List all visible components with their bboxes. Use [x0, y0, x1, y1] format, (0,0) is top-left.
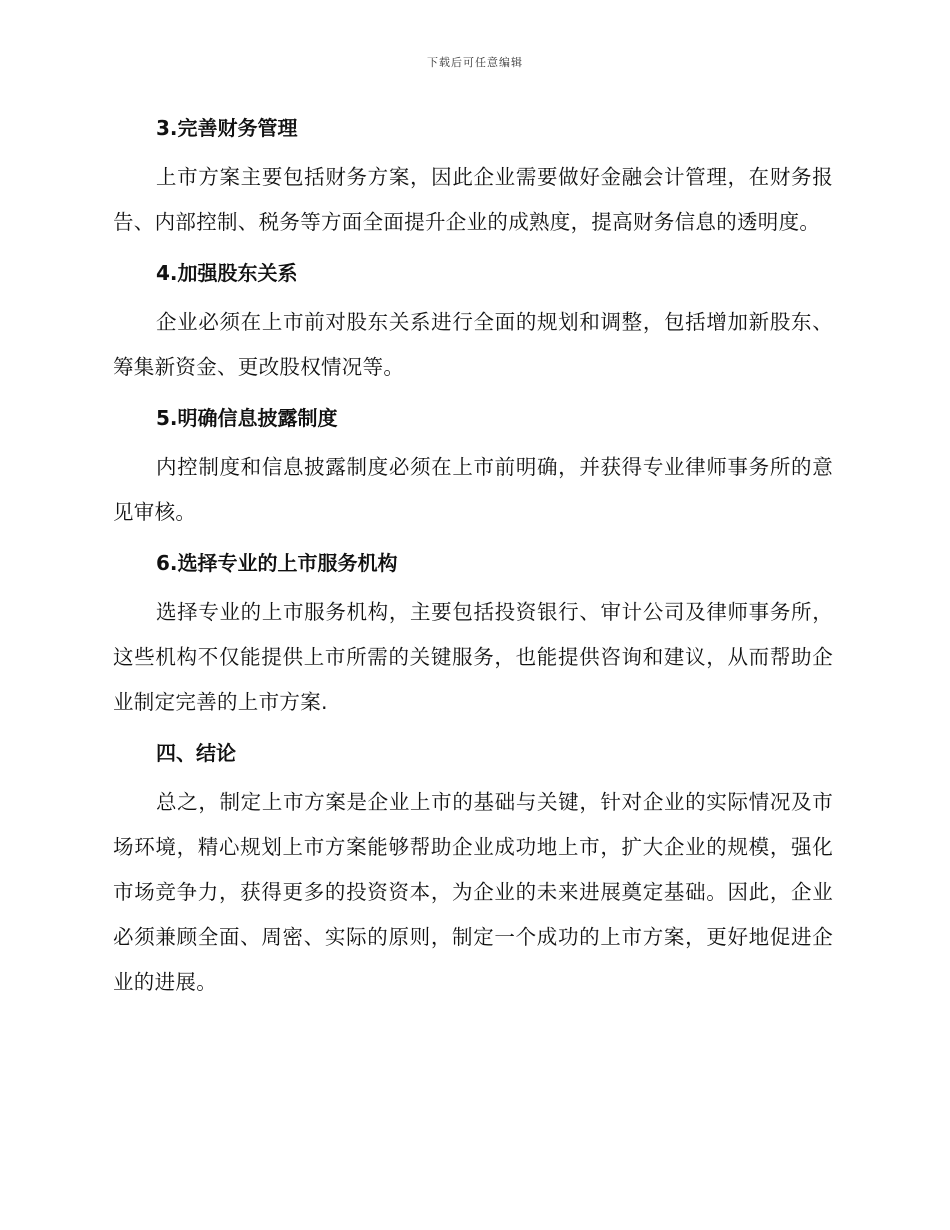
section-disclosure-system: [113, 398, 833, 535]
section-shareholder-relations: [113, 253, 833, 390]
section-heading: 5.明确信息披露制度: [156, 406, 338, 430]
page-header-note: 下载后可任意编辑: [427, 56, 523, 69]
section-paragraph: 上市方案主要包括财务方案，因此企业需要做好金融会计管理，在财务报告、内部控制、税务等方面全面提升企业的成熟度，提高财务信息的透明度。: [113, 165, 833, 234]
section-paragraph: 内控制度和信息披露制度必须在上市前明确，并获得专业律师事务所的意见审核。: [113, 455, 833, 524]
section-service-institutions: [113, 543, 833, 725]
section-heading: 3.完善财务管理: [156, 116, 298, 140]
section-paragraph: 企业必须在上市前对股东关系进行全面的规划和调整，包括增加新股东、筹集新资金、更改股权情况等。: [113, 310, 833, 379]
section-conclusion: [113, 733, 833, 1005]
document-body: [113, 108, 833, 1013]
section-heading: 6.选择专业的上市服务机构: [156, 551, 398, 575]
section-financial-management: [113, 108, 833, 245]
section-paragraph: 选择专业的上市服务机构，主要包括投资银行、审计公司及律师事务所，这些机构不仅能提供上市所需的关键服务，也能提供咨询和建议，从而帮助企业制定完善的上市方案.: [113, 600, 833, 714]
section-paragraph: 总之，制定上市方案是企业上市的基础与关键，针对企业的实际情况及市场环境，精心规划上市方案能够帮助企业成功地上市，扩大企业的规模，强化市场竞争力，获得更多的投资资本，为企业的未来进展奠定基础。因此，企业必须兼顾全面、周密、实际的原则，制定一个成功的上市方案，更好地促进企业的进展。: [113, 790, 833, 994]
section-heading: 4.加强股东关系: [156, 261, 298, 285]
section-heading: 四、结论: [156, 741, 236, 765]
